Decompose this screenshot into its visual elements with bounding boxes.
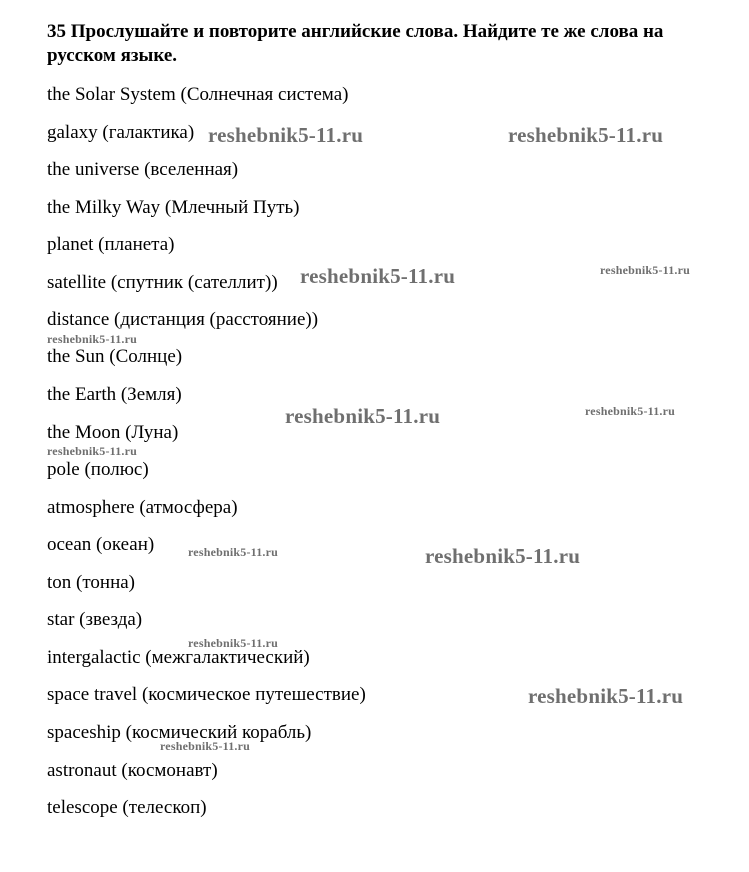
word-line: astronaut (космонавт) — [47, 760, 218, 781]
word-line: galaxy (галактика) — [47, 122, 195, 143]
watermark: reshebnik5-11.ru — [585, 404, 675, 418]
word-line: distance (дистанция (расстояние)) — [47, 309, 319, 330]
word-line: satellite (спутник (сателлит)) — [47, 272, 278, 293]
word-line: the universe (вселенная) — [47, 159, 239, 180]
word-line: atmosphere (атмосфера) — [47, 497, 238, 518]
word-line: intergalactic (межгалактический) — [47, 647, 310, 668]
watermark: reshebnik5-11.ru — [508, 123, 664, 147]
watermark: reshebnik5-11.ru — [47, 332, 137, 346]
watermark: reshebnik5-11.ru — [600, 263, 690, 277]
word-line: spaceship (космический корабль) — [47, 722, 312, 743]
watermark: reshebnik5-11.ru — [160, 739, 250, 753]
watermark: reshebnik5-11.ru — [47, 444, 137, 458]
watermark: reshebnik5-11.ru — [300, 264, 456, 288]
word-line: pole (полюс) — [47, 459, 149, 480]
exercise-heading: 35 Прослушайте и повторите английские слова. Найдите те же слова на русском языке. — [47, 21, 664, 66]
word-line: planet (планета) — [47, 234, 175, 255]
word-line: space travel (космическое путешествие) — [47, 684, 366, 705]
word-line: the Milky Way (Млечный Путь) — [47, 197, 300, 218]
watermark: reshebnik5-11.ru — [188, 545, 278, 559]
word-line: ocean (океан) — [47, 534, 155, 555]
word-line: the Earth (Земля) — [47, 384, 182, 405]
watermark: reshebnik5-11.ru — [208, 123, 364, 147]
word-line: ton (тонна) — [47, 572, 136, 593]
word-line: star (звезда) — [47, 609, 143, 630]
watermark: reshebnik5-11.ru — [528, 684, 684, 708]
watermark: reshebnik5-11.ru — [425, 544, 581, 568]
word-line: the Moon (Луна) — [47, 422, 179, 443]
watermark: reshebnik5-11.ru — [188, 636, 278, 650]
word-line: the Sun (Солнце) — [47, 346, 183, 367]
word-line: the Solar System (Солнечная система) — [47, 84, 349, 105]
word-line: telescope (телескоп) — [47, 797, 207, 818]
watermark: reshebnik5-11.ru — [285, 404, 441, 428]
